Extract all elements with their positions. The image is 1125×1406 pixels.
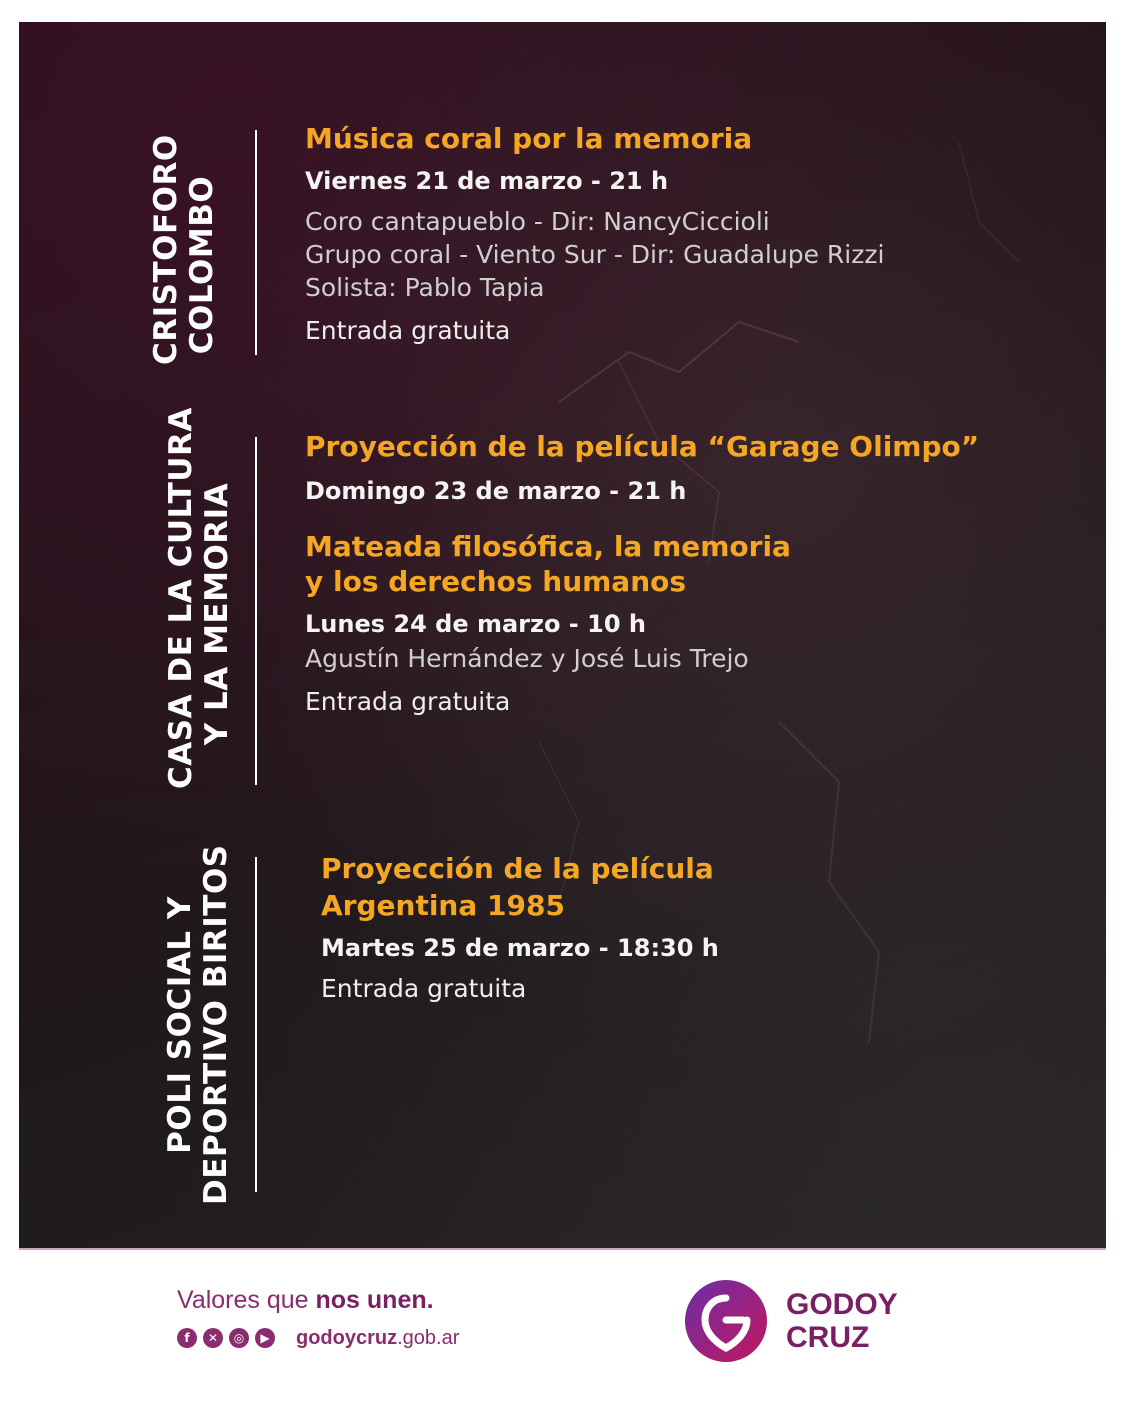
tagline-regular: Valores que	[177, 1286, 316, 1314]
event-poster	[19, 22, 1106, 1250]
brand-line1: GODOY	[786, 1288, 898, 1321]
event-entry: Entrada gratuita	[321, 974, 527, 1003]
event-title: Proyección de la película “Garage Olimpo”	[305, 430, 980, 463]
venue-label-poli-biritos	[162, 845, 234, 1205]
event-title-line2: Argentina 1985	[321, 889, 565, 922]
event-title: Música coral por la memoria	[305, 122, 753, 155]
section-divider	[255, 130, 257, 355]
event-date: Martes 25 de marzo - 18:30 h	[321, 934, 719, 962]
event-entry: Entrada gratuita	[305, 316, 511, 345]
event-title-line1: Proyección de la película	[321, 852, 714, 885]
event-performer: Agustín Hernández y José Luis Trejo	[305, 644, 749, 673]
venue-name: CRISTOFORO COLOMBO	[148, 134, 220, 365]
instagram-icon[interactable]: ◎	[229, 1328, 249, 1348]
venue-name: POLI SOCIAL Y DEPORTIVO BIRITOS	[162, 844, 234, 1205]
section-divider	[255, 437, 257, 785]
event-title-line1: Mateada filosófica, la memoria	[305, 530, 791, 563]
event-argentina-1985	[321, 852, 719, 1003]
event-entry: Entrada gratuita	[305, 687, 511, 716]
godoy-cruz-logo-icon	[683, 1278, 769, 1364]
youtube-icon[interactable]: ▶	[255, 1328, 275, 1348]
event-date: Lunes 24 de marzo - 10 h	[305, 610, 646, 638]
event-performer: Grupo coral - Viento Sur - Dir: Guadalupe Rizzi	[305, 240, 885, 269]
event-title-line2: y los derechos humanos	[305, 565, 687, 598]
event-performer: Coro cantapueblo - Dir: NancyCiccioli	[305, 207, 770, 236]
event-performer: Solista: Pablo Tapia	[305, 273, 545, 302]
brand-name	[786, 1288, 898, 1354]
section-divider	[255, 857, 257, 1192]
facebook-icon[interactable]: f	[177, 1328, 197, 1348]
venue-label-cristoforo-colombo	[148, 134, 220, 365]
tagline-bold: nos unen.	[315, 1286, 434, 1314]
event-date: Viernes 21 de marzo - 21 h	[305, 167, 669, 195]
event-garage-olimpo	[305, 430, 979, 505]
x-icon[interactable]: ✕	[203, 1328, 223, 1348]
website-rest: .gob.ar	[397, 1327, 460, 1349]
venue-label-casa-cultura	[163, 407, 235, 789]
social-links	[177, 1328, 275, 1348]
event-date: Domingo 23 de marzo - 21 h	[305, 477, 687, 505]
venue-name: CASA DE LA CULTURA Y LA MEMORIA	[163, 407, 235, 789]
footer-tagline	[177, 1286, 434, 1315]
website-link[interactable]	[296, 1327, 459, 1350]
brand-line2: CRUZ	[786, 1321, 870, 1354]
website-bold: godoycruz	[296, 1327, 398, 1349]
event-mateada-filosofica	[305, 530, 791, 716]
event-musica-coral	[305, 122, 884, 345]
